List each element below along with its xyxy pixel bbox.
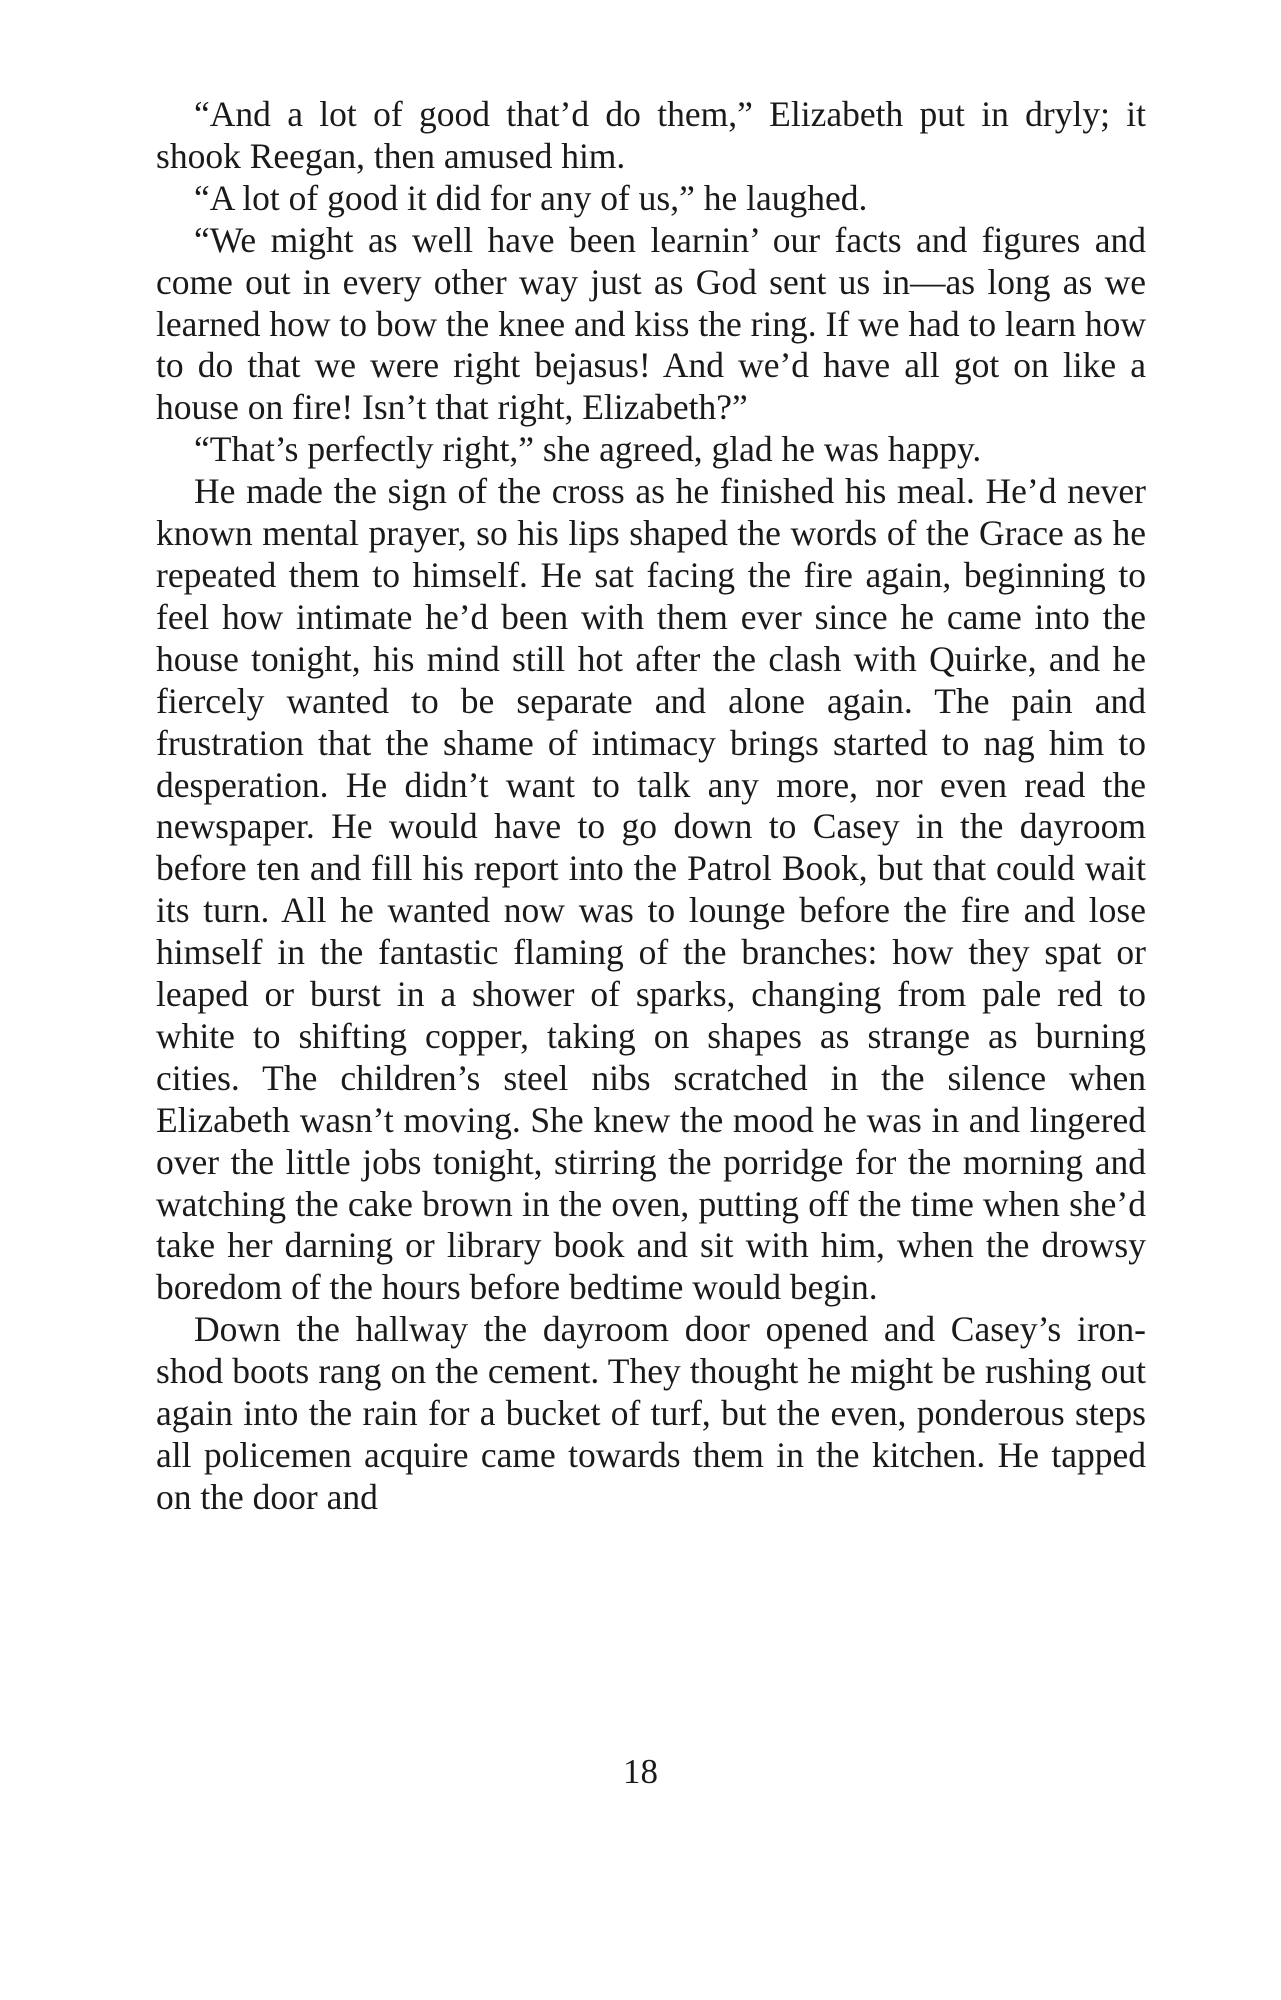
paragraph-dialogue-agreement: “That’s perfectly right,” she agreed, glad he was happy.: [194, 429, 982, 470]
page-number: 18: [623, 1752, 658, 1791]
paragraph-narrative-fire: He made the sign of the cross as he finished his meal. He’d never known mental prayer, so his lips shaped the words of the Grace as he repeated them to himself. He sat facing the fire again, beginning to feel how intimate he’d been with them ever since he came into the house tonight, his mind still hot after the clash with Quirke, and he fiercely wanted to be separate and alone again. The pain and frustration that the shame of intimacy brings started to nag him to desperation. He didn’t want to talk any more, nor even read the newspaper. He would have to go down to Casey in the dayroom before ten and fill his report into the Patrol Book, but that could wait its turn. All he wanted now was to lounge before the fire and lose himself in the fantastic flaming of the branches: how they spat or leaped or burst in a shower of sparks, changing from pale red to white to shifting copper, taking on shapes as strange as burning cities. The children’s steel nibs scratched in the silence when Elizabeth wasn’t moving. She knew the mood he was in and lingered over the little jobs tonight, stirring the porridge for the morning and watching the cake brown in the oven, putting off the time when she’d take her darning or library book and sit with him, when the drowsy boredom of the hours before bedtime would begin.: [156, 471, 1146, 1308]
body-text: [156, 94, 1146, 1519]
paragraph-narrative-casey: Down the hallway the dayroom door opened and Casey’s iron-shod boots rang on the cement. They thought he might be rushing out again into the rain for a bucket of turf, but the even, ponderous steps all policemen acquire came towards them in the kitchen. He tapped on the door and: [156, 1309, 1146, 1517]
paragraph-dialogue-elizabeth: “And a lot of good that’d do them,” Elizabeth put in dryly; it shook Reegan, then amused him.: [156, 94, 1146, 176]
paragraph-dialogue-reegan-speech: “We might as well have been learnin’ our facts and figures and come out in every other way just as God sent us in—as long as we learned how to bow the knee and kiss the ring. If we had to learn how to do that we were right bejasus! And we’d have all got on like a house on fire! Isn’t that right, Elizabeth?”: [156, 219, 1146, 428]
paragraph-dialogue-reegan-laugh: “A lot of good it did for any of us,” he laughed.: [194, 177, 868, 218]
